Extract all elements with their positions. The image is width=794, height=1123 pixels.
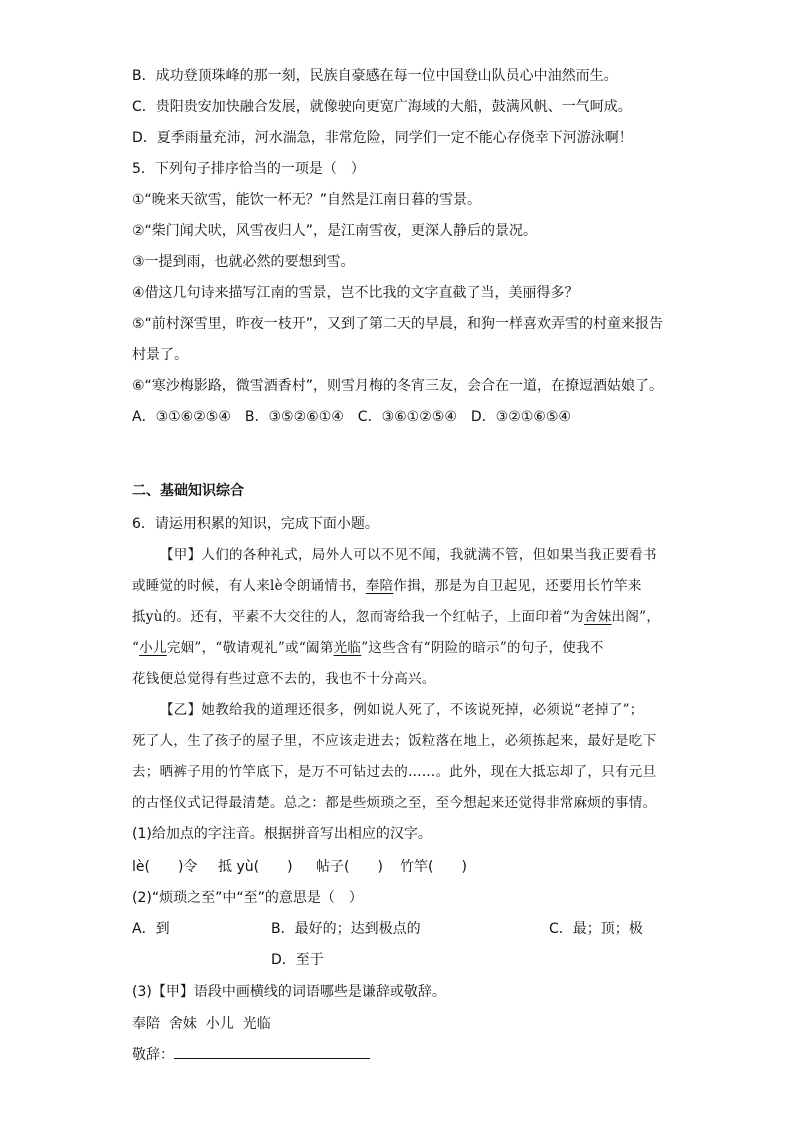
q6-sub3-words: 奉陪 舍妹 小儿 光临: [132, 1016, 271, 1032]
sub1-item-tiezi: 帖子( ): [316, 859, 383, 875]
sub1-item-yu: 抵 yù( ): [218, 859, 293, 875]
answer-label: 敬辞：: [132, 1047, 174, 1063]
answer-blank[interactable]: [174, 1044, 370, 1059]
q6-sub2-stem: (2)“烦琐之至”中“至”的意思是（ ）: [132, 890, 363, 906]
underlined-word-shemei: 舍妹: [583, 609, 612, 625]
sub1-item-le: lè( )令: [132, 859, 198, 875]
sub2-option-a: A．到: [132, 921, 170, 937]
q4-option-c: C．贵阳贵安加快融合发展，就像驶向更宽广海域的大船，鼓满风帆、一气呵成。: [132, 99, 632, 115]
sub2-option-d: D．至于: [271, 952, 324, 968]
underlined-word-xiaoer: 小儿: [139, 640, 167, 656]
q5-sentence-6: ⑥“寒沙梅影路，微雪酒香村”，则雪月梅的冬宵三友，会合在一道，在撩逗酒姑娘了。: [132, 378, 664, 394]
passage-yi-line-4: 的古怪仪式记得最清楚。总之：都是些烦琐之至，至今想起来还觉得非常麻烦的事情。: [132, 795, 657, 811]
q5-sentence-1: ①“晚来天欲雪，能饮一杯无？”自然是江南日暮的雪景。: [132, 192, 482, 208]
passage-yi-line-3: 去；晒裤子用的竹竿底下，是万不可钻过去的……。此外，现在大抵忘却了，只有元旦: [132, 764, 657, 780]
passage-jia-line-5: 花钱便总觉得有些过意不去的，我也不十分高兴。: [132, 671, 436, 687]
section-heading: 二、基础知识综合: [132, 483, 244, 499]
passage-jia-line-3: 抵yù的。还有，平素不大交往的人，忽而寄给我一个红帖子，上面印着“为舍妹出阁”，: [132, 609, 661, 625]
q5-sentence-4: ④借这几句诗来描写江南的雪景，岂不比我的文字直截了当，美丽得多？: [132, 285, 579, 301]
q6-sub3-stem: (3)【甲】语段中画横线的词语哪些是谦辞或敬辞。: [132, 984, 446, 1000]
q5-sentence-3: ③一提到雨，也就必然的要想到雪。: [132, 254, 355, 270]
sub1-item-zhugan: 竹竿( ): [400, 859, 467, 875]
q6-stem: 6．请运用积累的知识，完成下面小题。: [132, 516, 379, 532]
passage-jia-line-1: 【甲】人们的各种礼式，局外人可以不见不闻，我就满不管，但如果当我正要看书: [160, 547, 657, 563]
q4-option-b: B．成功登顶珠峰的那一刻，民族自豪感在每一位中国登山队员心中油然而生。: [132, 68, 618, 84]
q5-options: A．③①⑥②⑤④ B．③⑤②⑥①④ C．③⑥①②⑤④ D．③②①⑥⑤④: [132, 409, 571, 425]
underlined-word-fengpei: 奉陪: [365, 578, 394, 594]
q5-stem: 5．下列句子排序恰当的一项是（ ）: [132, 161, 365, 177]
passage-jia-line-2: 或睡觉的时候，有人来lè令朗诵情书，奉陪作揖，那是为自卫起见，还要用长竹竿来: [132, 578, 642, 594]
passage-yi-line-1: 【乙】她教给我的道理还很多，例如说人死了，不该说死掉，必须说“老掉了”；: [160, 702, 644, 718]
sub2-option-c: C．最；顶；极: [549, 921, 643, 937]
q4-option-d: D．夏季雨量充沛，河水湍急，非常危险，同学们一定不能心存侥幸下河游泳啊！: [132, 130, 633, 146]
q5-sentence-2: ②“柴门闻犬吠，风雪夜归人”，是江南雪夜，更深人静后的景况。: [132, 223, 538, 239]
passage-yi-line-2: 死了人，生了孩子的屋子里，不应该走进去；饭粒落在地上，必须拣起来，最好是吃下: [132, 733, 657, 749]
q5-sentence-5a: ⑤“前村深雪里，昨夜一枝开”，又到了第二天的早晨，和狗一样喜欢弄雪的村童来报告: [132, 316, 664, 332]
q6-sub1-stem: (1)给加点的字注音。根据拼音写出相应的汉字。: [132, 826, 432, 842]
passage-jia-line-4: “小儿完姻”，“敬请观礼”或“阖第光临”这些含有“阴险的暗示”的句子，使我不: [132, 640, 604, 656]
sub2-option-b: B．最好的；达到极点的: [271, 921, 421, 937]
answer-line-jingci: [132, 1044, 370, 1065]
underlined-word-guanglin: 光临: [333, 640, 362, 656]
q5-sentence-5b: 村景了。: [132, 347, 188, 363]
